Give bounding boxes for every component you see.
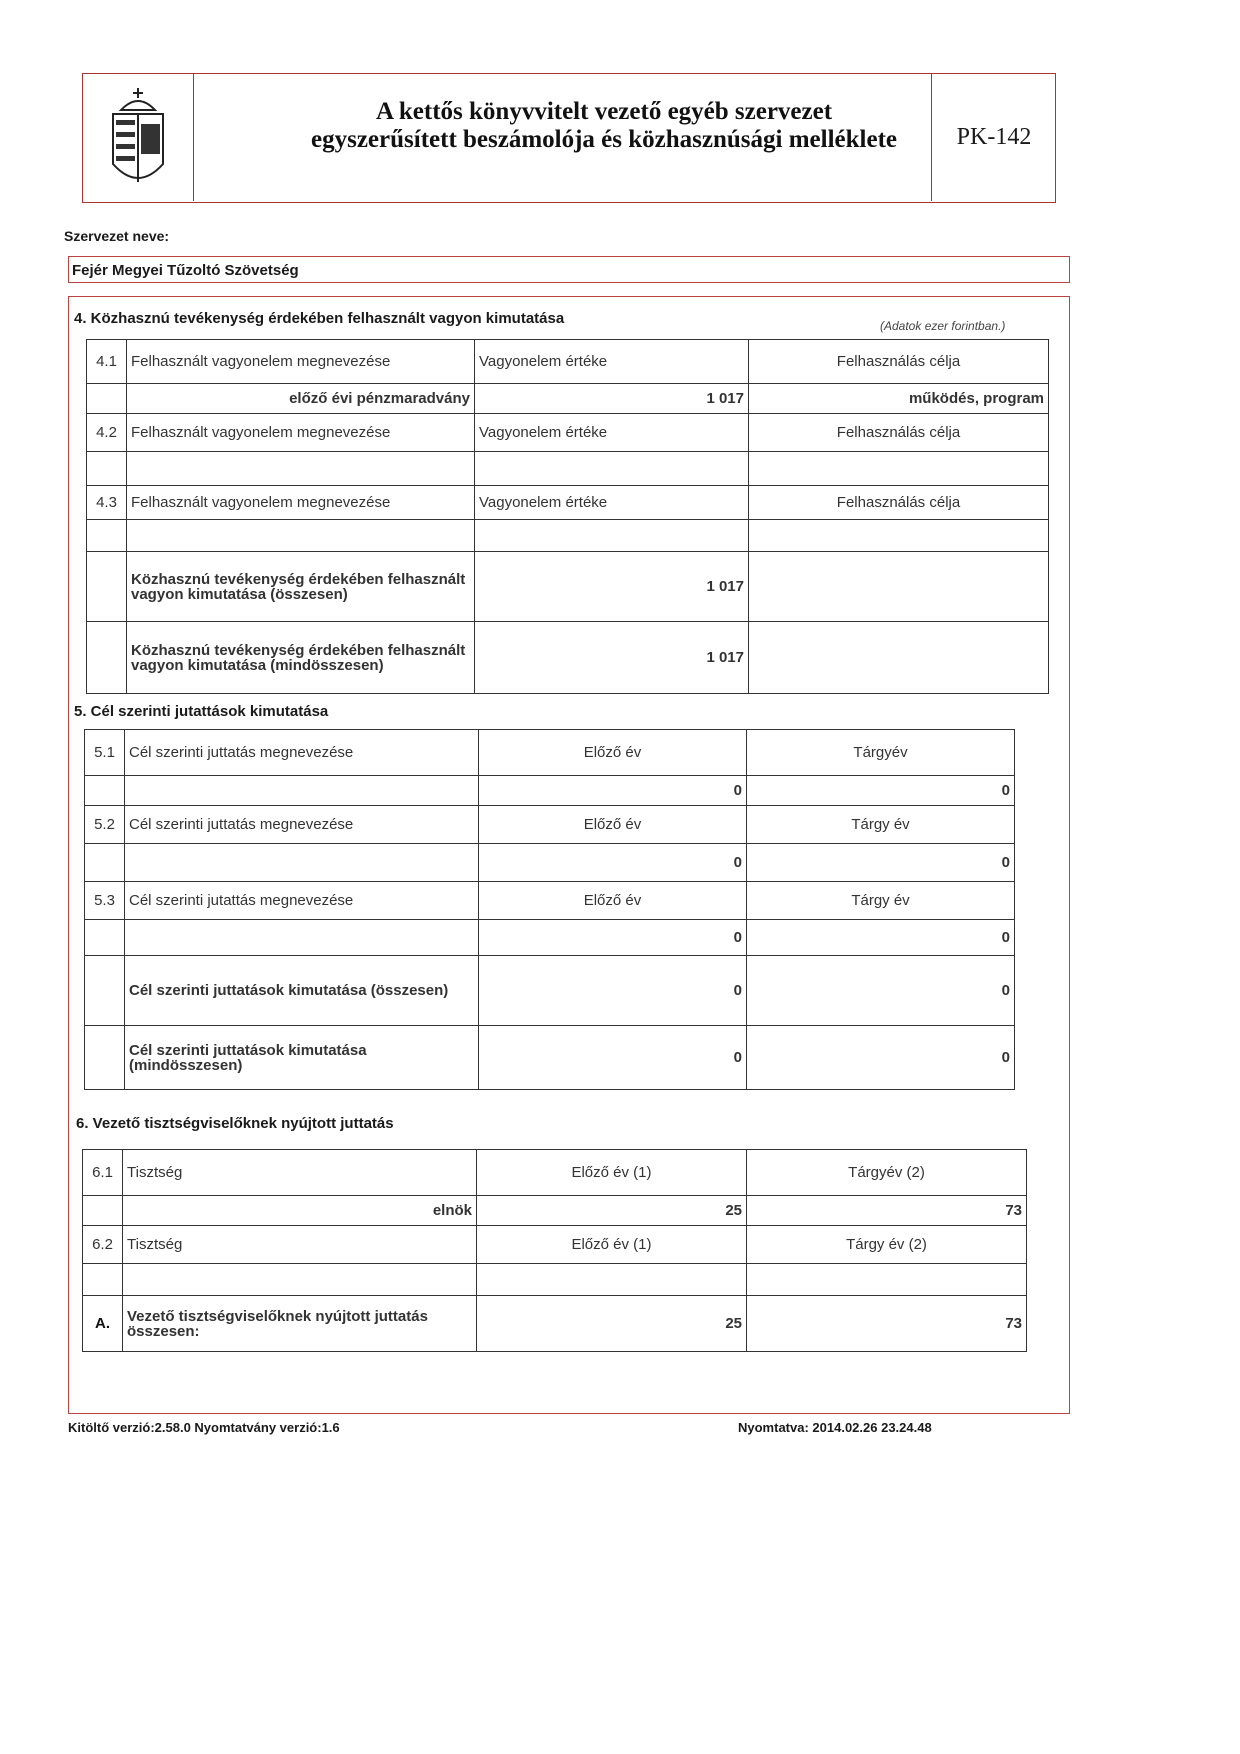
prev-value: 0 xyxy=(479,920,747,956)
col-header-position: Tisztség xyxy=(123,1150,477,1196)
table-row xyxy=(85,730,1015,776)
row-number: 5.1 xyxy=(85,730,125,776)
col-header-name: Cél szerinti juttatás megnevezése xyxy=(125,806,479,844)
row-number: 5.2 xyxy=(85,806,125,844)
total-prev: 0 xyxy=(479,956,747,1026)
table-row xyxy=(83,1150,1027,1196)
org-name: Fejér Megyei Tűzoltó Szövetség xyxy=(68,256,1070,283)
coat-of-arms-icon xyxy=(83,74,194,201)
table-row xyxy=(85,1026,1015,1090)
total-prev: 25 xyxy=(477,1296,747,1352)
row-number: 6.2 xyxy=(83,1226,123,1264)
col-header-name: Cél szerinti jutattás megnevezése xyxy=(125,882,479,920)
curr-value: 0 xyxy=(747,844,1015,882)
table-row xyxy=(83,1264,1027,1296)
row-number: 4.2 xyxy=(87,414,127,452)
total-label: Közhasznú tevékenység érdekében felhasznált vagyon kimutatása (összesen) xyxy=(127,552,475,622)
unit-note: (Adatok ezer forintban.) xyxy=(880,319,1006,333)
col-header-name: Cél szerinti juttatás megnevezése xyxy=(125,730,479,776)
print-timestamp: Nyomtatva: 2014.02.26 23.24.48 xyxy=(738,1420,932,1435)
col-header-name: Felhasznált vagyonelem megnevezése xyxy=(127,414,475,452)
col-header-prev: Előző év (1) xyxy=(477,1150,747,1196)
col-header-value: Vagyonelem értéke xyxy=(475,340,749,384)
col-header-name: Felhasznált vagyonelem megnevezése xyxy=(127,486,475,520)
row-number: 4.1 xyxy=(87,340,127,384)
table-row xyxy=(83,1196,1027,1226)
total-label: Vezető tisztségviselőknek nyújtott juttatás összesen: xyxy=(123,1296,477,1352)
table-row xyxy=(87,552,1049,622)
row-number: 4.3 xyxy=(87,486,127,520)
table-row xyxy=(85,956,1015,1026)
table-row xyxy=(87,414,1049,452)
section6-title: 6. Vezető tisztségviselőknek nyújtott juttatás xyxy=(76,1115,394,1132)
section5-table xyxy=(84,729,1015,1090)
curr-value: 0 xyxy=(747,776,1015,806)
org-label: Szervezet neve: xyxy=(64,228,170,244)
table-row xyxy=(87,340,1049,384)
prev-value: 0 xyxy=(479,776,747,806)
col-header-prev: Előző év xyxy=(479,882,747,920)
col-header-position: Tisztség xyxy=(123,1226,477,1264)
row-number: 5.3 xyxy=(85,882,125,920)
col-header-curr: Tárgyév xyxy=(747,730,1015,776)
table-row xyxy=(85,882,1015,920)
grand-total-curr: 0 xyxy=(747,1026,1015,1090)
table-row xyxy=(85,844,1015,882)
col-header-value: Vagyonelem értéke xyxy=(475,414,749,452)
col-header-curr: Tárgyév (2) xyxy=(747,1150,1027,1196)
position-name: elnök xyxy=(123,1196,477,1226)
section5-title: 5. Cél szerinti jutattások kimutatása xyxy=(74,703,329,720)
prev-value: 25 xyxy=(477,1196,747,1226)
col-header-prev: Előző év xyxy=(479,730,747,776)
col-header-prev: Előző év xyxy=(479,806,747,844)
col-header-purpose: Felhasználás célja xyxy=(749,340,1049,384)
total-label: Cél szerinti juttatások kimutatása (összesen) xyxy=(125,956,479,1026)
grand-total-value: 1 017 xyxy=(475,622,749,694)
form-code: PK-142 xyxy=(931,74,1056,201)
col-header-purpose: Felhasználás célja xyxy=(749,414,1049,452)
col-header-name: Felhasznált vagyonelem megnevezése xyxy=(127,340,475,384)
form-header xyxy=(82,73,1056,203)
table-row xyxy=(87,452,1049,486)
row-number: 6.1 xyxy=(83,1150,123,1196)
form-title: A kettős könyvvitelt vezető egyéb szervezet egyszerűsített beszámolója és közhasznúsági melléklete xyxy=(311,98,897,153)
asset-name: előző évi pénzmaradvány xyxy=(127,384,475,414)
col-header-prev: Előző év (1) xyxy=(477,1226,747,1264)
asset-value: 1 017 xyxy=(475,384,749,414)
table-row xyxy=(85,806,1015,844)
total-curr: 73 xyxy=(747,1296,1027,1352)
total-value: 1 017 xyxy=(475,552,749,622)
version-info: Kitöltő verzió:2.58.0 Nyomtatvány verzió:1.6 xyxy=(68,1420,340,1435)
grand-total-prev: 0 xyxy=(479,1026,747,1090)
col-header-curr: Tárgy év xyxy=(747,882,1015,920)
asset-purpose: működés, program xyxy=(749,384,1049,414)
section6-table xyxy=(82,1149,1027,1352)
col-header-curr: Tárgy év (2) xyxy=(747,1226,1027,1264)
table-row xyxy=(87,384,1049,414)
table-row xyxy=(87,622,1049,694)
total-curr: 0 xyxy=(747,956,1015,1026)
table-row xyxy=(83,1296,1027,1352)
table-row xyxy=(87,520,1049,552)
grand-total-label: Közhasznú tevékenység érdekében felhasznált vagyon kimutatása (mindösszesen) xyxy=(127,622,475,694)
section4-table xyxy=(86,339,1049,694)
prev-value: 0 xyxy=(479,844,747,882)
table-row xyxy=(87,486,1049,520)
table-row xyxy=(85,776,1015,806)
table-row xyxy=(85,920,1015,956)
table-row xyxy=(83,1226,1027,1264)
col-header-purpose: Felhasználás célja xyxy=(749,486,1049,520)
curr-value: 73 xyxy=(747,1196,1027,1226)
curr-value: 0 xyxy=(747,920,1015,956)
col-header-curr: Tárgy év xyxy=(747,806,1015,844)
row-number: A. xyxy=(83,1296,123,1352)
section4-title: 4. Közhasznú tevékenység érdekében felhasznált vagyon kimutatása xyxy=(74,310,565,327)
col-header-value: Vagyonelem értéke xyxy=(475,486,749,520)
grand-total-label: Cél szerinti juttatások kimutatása (mindösszesen) xyxy=(125,1026,479,1090)
